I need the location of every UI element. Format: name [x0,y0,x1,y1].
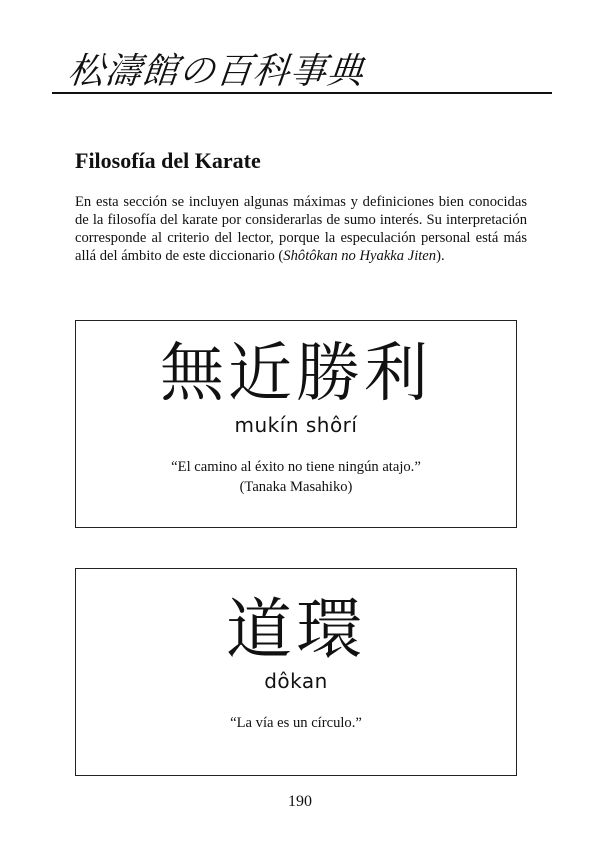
page-number: 190 [288,793,312,810]
maxim-quote: “El camino al éxito no tiene ningún atajo.” [171,459,421,475]
intro-text: En esta sección se incluyen algunas máximas y definiciones bien conocidas de la filosofía del karate por considerarlas de sumo interés. Su interpretación corresponde al criterio del lector, porque la especulación personal está más allá del ámbito de este diccionario ( [75,194,527,264]
book-title: 松濤館の百科事典 [65,51,367,92]
maxim-box-1 [75,320,517,528]
maxim-kanji: 無近勝利 [160,337,432,411]
maxim-romaji: dôkan [264,669,328,693]
maxim-attribution: (Tanaka Masahiko) [239,479,353,495]
maxim-romaji: mukín shôrí [234,413,358,437]
section-title: Filosofía del Karate [75,148,261,173]
intro-italic-title: Shôtôkan no Hyakka Jiten [283,248,437,264]
intro-end: ). [436,248,445,264]
header-rule [52,92,552,94]
maxim-kanji: 道環 [226,591,366,668]
intro-paragraph [75,193,527,265]
maxim-box-2 [75,568,517,776]
maxim-quote: “La vía es un círculo.” [230,715,362,731]
